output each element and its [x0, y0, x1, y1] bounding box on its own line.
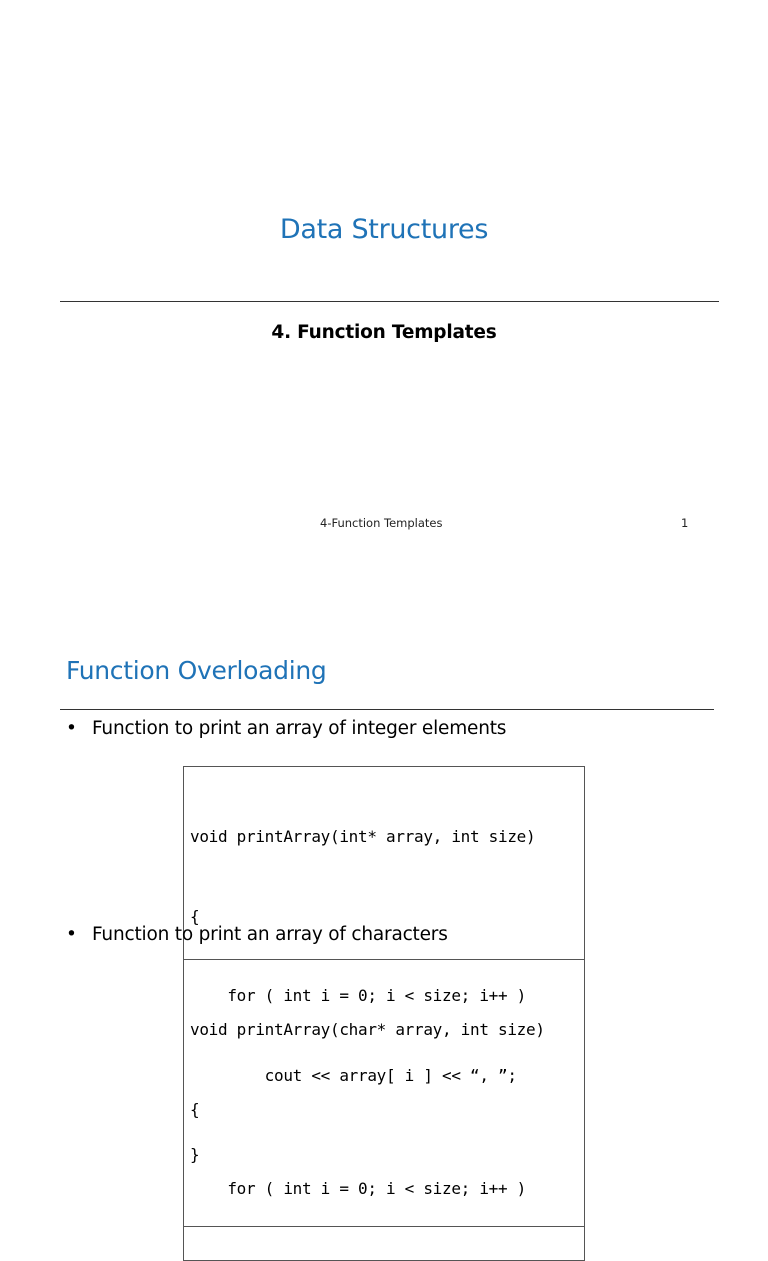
slide-subtitle: 4. Function Templates — [271, 322, 497, 343]
code-line: { — [190, 906, 200, 926]
heading-divider — [60, 709, 714, 710]
footer-text: 4-Function Templates — [320, 516, 443, 530]
slide-title: Data Structures — [279, 214, 489, 245]
code-line: void printArray(int* array, int size) — [190, 827, 536, 846]
bullet-item — [66, 718, 506, 739]
code-line: void printArray(char* array, int size) — [190, 1020, 545, 1039]
code-line: { — [190, 1099, 200, 1119]
slide-heading: Function Overloading — [66, 656, 327, 685]
slide-1 — [0, 0, 768, 560]
code-line: cout << array[ i ] << “, ”; — [190, 1065, 517, 1085]
code-line: } — [190, 1145, 200, 1164]
code-block — [183, 959, 585, 1261]
page-number: 1 — [681, 516, 689, 530]
slide-2 — [0, 600, 768, 1198]
title-divider — [60, 301, 719, 302]
bullet-text: Function to print an array of characters — [92, 924, 448, 945]
bullet-marker: • — [66, 718, 77, 739]
bullet-item — [66, 924, 448, 945]
code-line: for ( int i = 0; i < size; i++ ) — [190, 1179, 526, 1198]
bullet-text: Function to print an array of integer elements — [92, 718, 507, 739]
bullet-marker: • — [66, 924, 77, 945]
code-line: for ( int i = 0; i < size; i++ ) — [190, 986, 526, 1005]
